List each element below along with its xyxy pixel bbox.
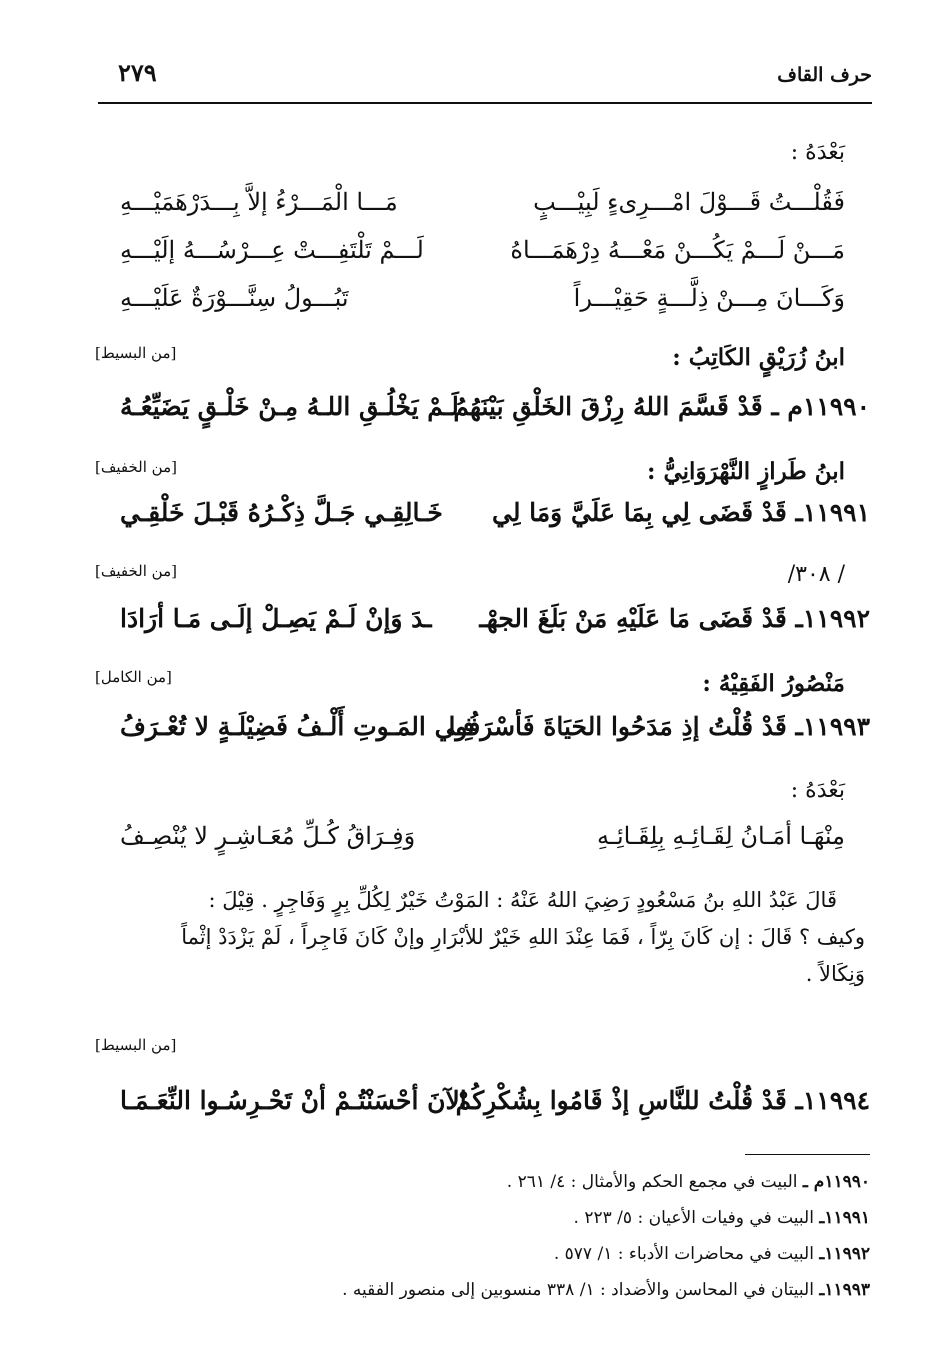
poet-name: مَنْصُورُ الفَقِيْهُ : (702, 670, 845, 697)
verse-second-hemistich: فِـي المَـوتِ أَلْـفُ فَضِيْلَـةٍ لا تُعْـرَفُ (120, 712, 475, 741)
meter-label: [من الكامل] (95, 668, 172, 686)
footnote-number: ١١٩٩٢ـ (819, 1244, 870, 1264)
verse-line (120, 284, 870, 328)
meter-label: [من البسيط] (95, 344, 177, 362)
footnote-text: البيت في مجمع الحكم والأمثال : ٤/ ٢٦١ . (506, 1172, 798, 1192)
footnote (342, 1280, 870, 1300)
footnote (554, 1244, 870, 1264)
verse-first-hemistich: مَـــنْ لَـــمْ يَكُـــنْ مَعْـــهُ دِرْهَمَـــاهُ (510, 236, 845, 264)
verse-line (120, 712, 870, 756)
intro-line: بَعْدَهُ : (790, 140, 845, 165)
verse-first-hemistich: ١١٩٩١ـ قَدْ قَضَى لِي بِمَا عَلَيَّ وَمَا لِي (492, 498, 870, 527)
footnote-number: ١١٩٩١ـ (819, 1208, 870, 1228)
verse-first-hemistich: ١١٩٩٤ـ قَدْ قُلْتُ للنَّاسِ إذْ قَامُوا بِشُكْرِكُمْ (455, 1086, 870, 1115)
verse-second-hemistich: تَبُـــولُ سِنَّـــوْرَةٌ عَلَيْـــهِ (120, 284, 349, 312)
verse-first-hemistich: ١١٩٩٠م ـ قَدْ قَسَّمَ اللهُ رِزْقَ الخَلْقِ بَيْنَهُمُ (453, 392, 870, 421)
verse-line (120, 392, 870, 436)
meter-label: [من الخفيف] (95, 562, 177, 580)
footnote (574, 1208, 870, 1228)
verse-first-hemistich: مِنْهَـا أمَـانُ لِقَـائِـهِ بِلِقَـائِـهِ (597, 822, 845, 850)
page-number: ٢٧٩ (118, 58, 157, 87)
verse-line (120, 604, 870, 648)
reference-number: / ٣٠٨/ (787, 562, 845, 587)
verse-second-hemistich: خَـالِقِـي جَـلَّ ذِكْـرُهُ قَبْـلَ خَلْقِـي (120, 498, 443, 527)
footnote-text: البيت في وفيات الأعيان : ٥/ ٢٢٣ . (573, 1208, 814, 1228)
verse-second-hemistich: ـدَ وَإنْ لَـمْ يَصِـلْ إلَـى مَـا أرَادَا (120, 604, 432, 633)
verse-line (120, 498, 870, 542)
footnote-number: ١١٩٩٣ـ (819, 1280, 870, 1300)
chapter-title: حرف القاف (777, 64, 872, 86)
verse-second-hemistich: الآنَ أحْسَنْتُـمْ أنْ تَحْـرِسُـوا النِّعَـمَـا (120, 1086, 467, 1115)
prose-line: قَالَ عَبْدُ اللهِ بنُ مَسْعُودٍ رَضِيَ اللهُ عَنْهُ : المَوْتُ خَيْرٌ لِكُلِّ بِرٍ وَفَاجِرٍ . قِيْلَ : (208, 888, 837, 912)
header-rule (98, 102, 872, 104)
poet-name: ابنُ زُرَيْقٍ الكَاتِبُ : (672, 344, 845, 371)
verse-line (120, 822, 870, 866)
verse-line (120, 188, 870, 232)
prose-line: وَنِكَالاً . (805, 962, 865, 986)
prose-paragraph (85, 882, 865, 993)
verse-first-hemistich: ١١٩٩٢ـ قَدْ قَضَى مَا عَلَيْهِ مَنْ بَلَغَ الجهْـ (479, 604, 870, 633)
verse-line (120, 1086, 870, 1130)
prose-line: وكيف ؟ قَالَ : إن كَانَ بِرّاً ، فَمَا عِنْدَ اللهِ خَيْرٌ للأبْرَارِ وإنْ كَانَ فَاجِراً ، لَمْ يَزْدَدْ إثْماً (181, 925, 865, 949)
verse-second-hemistich: مَـــا الْمَـــرْءُ إلاَّ بِـــدَرْهَمَيْـــهِ (120, 188, 398, 216)
footnote-text: البيت في محاضرات الأدباء : ١/ ٥٧٧ . (553, 1244, 814, 1264)
verse-line (120, 236, 870, 280)
verse-first-hemistich: وَكَـــانَ مِـــنْ ذِلَّـــةٍ حَقِيْـــراً (573, 284, 845, 312)
footnote-text: البيتان في المحاسن والأضداد : ١/ ٣٣٨ منسوبين إلى منصور الفقيه . (342, 1280, 814, 1300)
meter-label: [من البسيط] (95, 1036, 177, 1054)
verse-second-hemistich: لَـمْ يَخْلُـقِ اللـهُ مِـنْ خَلْـقٍ يَضَيِّعُـهُ (120, 392, 459, 421)
footnote (507, 1172, 870, 1192)
meter-label: [من الخفيف] (95, 458, 177, 476)
intro-line: بَعْدَهُ : (790, 778, 845, 803)
footnote-separator (745, 1154, 870, 1155)
verse-first-hemistich: ١١٩٩٣ـ قَدْ قُلْتُ إذِ مَدَحُوا الحَيَاةَ فَأسْرَفُوا (448, 712, 870, 741)
verse-second-hemistich: وَفِـرَاقُ كُـلِّ مُعَـاشِـرٍ لا يُنْصِـفُ (120, 822, 416, 850)
verse-second-hemistich: لَـــمْ تَلْتَفِـــتْ عِـــرْسُـــهُ إلَيْـــهِ (120, 236, 424, 264)
verse-first-hemistich: فَقُلْـــتُ قَـــوْلَ امْـــرِىءٍ لَبِيْـــبٍ (533, 188, 845, 216)
poet-name: ابنُ طَرازٍ النَّهْرَوَانِيُّ : (646, 458, 845, 485)
footnote-number: ١١٩٩٠م ـ (802, 1172, 870, 1192)
